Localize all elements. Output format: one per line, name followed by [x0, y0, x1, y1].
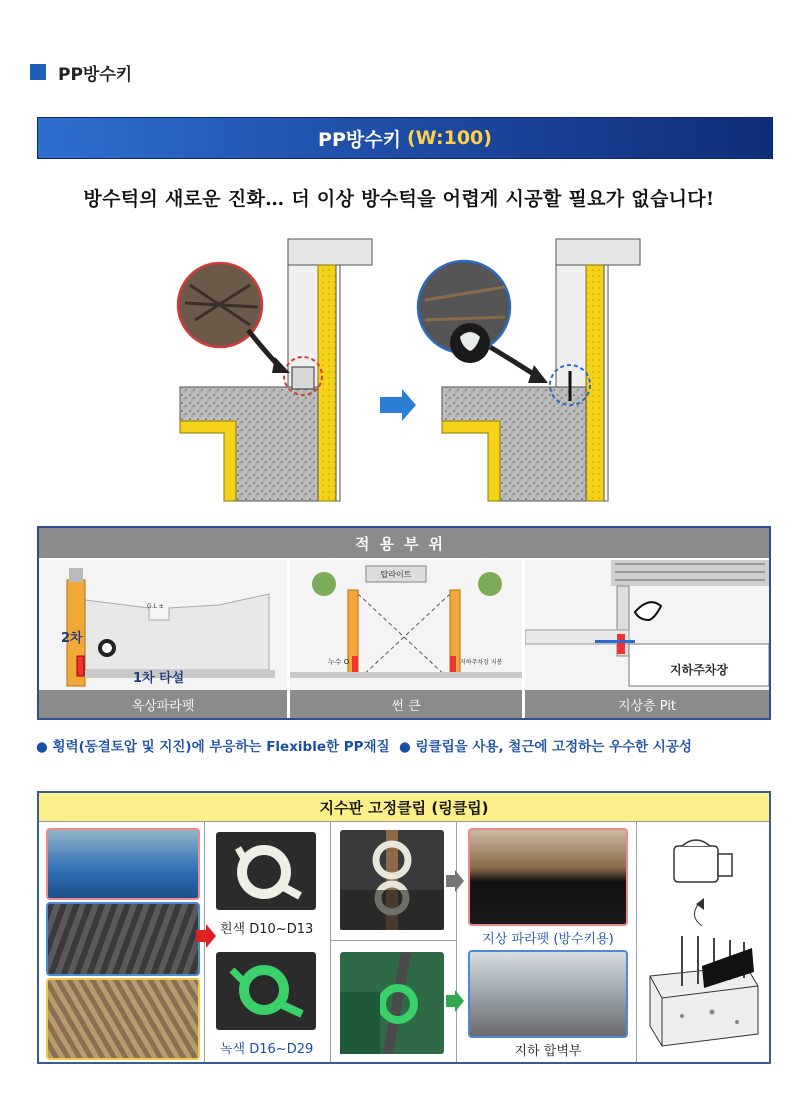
installation-schematic: [642, 826, 766, 1058]
banner-spec: (W:100): [406, 127, 492, 149]
column-divider: [636, 821, 637, 1062]
site-photo-parapet: [46, 828, 200, 900]
clip-title: 지수판 고정클립 (링클립): [39, 793, 769, 822]
sunken-diagram: [290, 560, 522, 690]
title-banner: [37, 117, 773, 159]
second-pour-label: 2차: [61, 631, 83, 646]
column-divider: [330, 821, 331, 1062]
application-panel-ground-pit: [525, 560, 769, 690]
row-divider: [330, 940, 456, 941]
section-heading: [30, 60, 132, 84]
basement-wall-label: 지하 합벽부: [514, 1044, 582, 1059]
arrow-right-red-icon: [196, 924, 216, 948]
caption-ground-pit: 지상층 Pit: [525, 690, 769, 718]
white-clip-photo: [216, 832, 316, 910]
feature-bullets: [36, 735, 796, 755]
banner-title: PP방수키: [318, 128, 401, 151]
application-panel-roof-parapet: [39, 560, 287, 690]
green-clip-photo: [216, 952, 316, 1030]
section-heading-text: PP방수키: [58, 64, 133, 85]
toplight-label: 탑라이트: [380, 570, 412, 579]
arrow-right-gray-icon: [446, 870, 464, 892]
garage-roof-label: 지하주차장 지붕: [460, 659, 503, 666]
parking-label: 지하주차장: [670, 663, 728, 677]
arrow-right-icon: [380, 389, 416, 421]
bullet-ring-clip: 링클립을 사용, 철근에 고정하는 우수한 시공성: [415, 739, 692, 755]
ground-parapet-label: 지상 파라펫 (방수키용): [482, 932, 614, 947]
ground-parapet-photo: [468, 828, 628, 926]
ground-pit-diagram: [525, 560, 769, 690]
caption-sunken: 썬 큰: [290, 690, 522, 718]
first-pour-label: 1차 타설: [133, 671, 185, 686]
leak-label: 누수 O: [328, 658, 350, 666]
bullet-dot-icon: ●: [36, 739, 48, 755]
gl-label: G.L ±: [147, 603, 164, 610]
green-clip-label: 녹색 D16~D29: [220, 1042, 314, 1057]
basement-wall-photo: [468, 950, 628, 1038]
application-title: 적용부위: [39, 528, 769, 558]
square-bullet-icon: [30, 64, 46, 80]
caption-roof-parapet: 옥상파라펫: [39, 690, 287, 718]
white-clip-label: 흰색 D10~D13: [220, 922, 314, 937]
arrow-right-green-icon: [446, 990, 464, 1012]
application-panel-sunken: [290, 560, 522, 690]
bullet-dot-icon: ●: [399, 739, 411, 755]
before-after-diagram: [140, 225, 670, 505]
bullet-flexible: 횡력(동결토압 및 지진)에 부응하는 Flexible한 PP재질: [52, 739, 390, 755]
headline: 방수턱의 새로운 진화… 더 이상 방수턱을 어렵게 시공할 필요가 없습니다!: [83, 188, 715, 210]
before-diagram: [178, 239, 372, 501]
site-photo-rebar: [46, 902, 200, 976]
roof-parapet-diagram: [39, 560, 287, 690]
white-clip-installed-photo: [340, 830, 444, 930]
column-divider: [456, 821, 457, 1062]
after-diagram: [418, 239, 640, 501]
green-clip-installed-photo: [340, 952, 444, 1054]
site-photo-floor: [46, 978, 200, 1060]
